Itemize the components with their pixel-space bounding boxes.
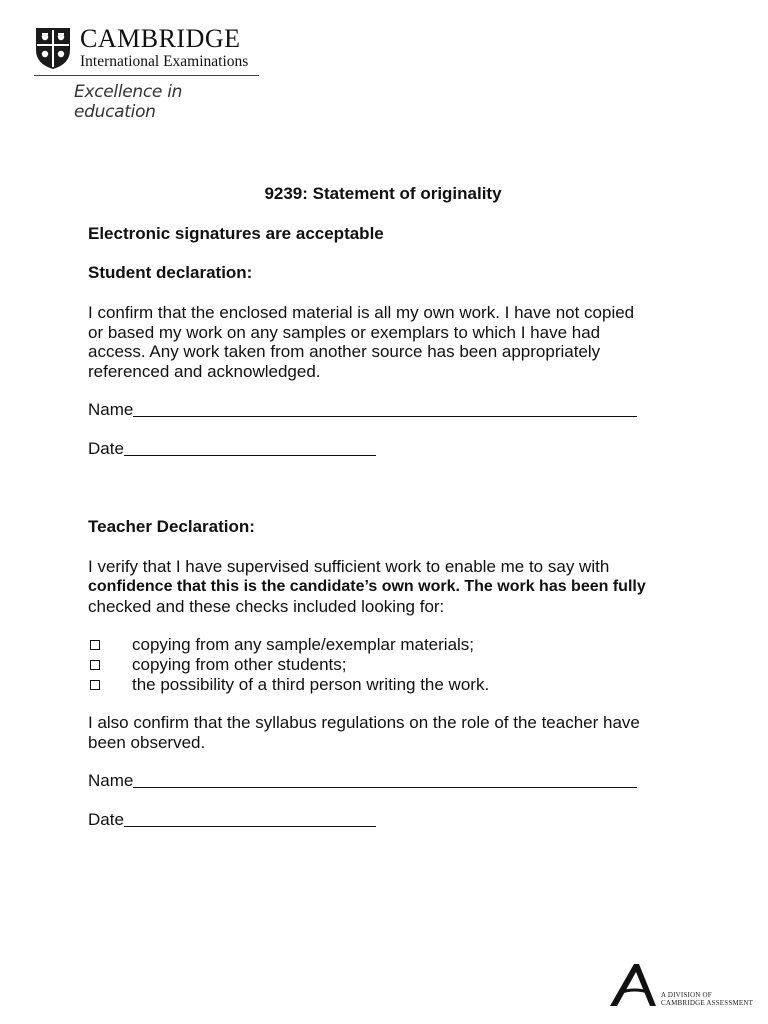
regulation-text-line: been observed. [88,732,206,752]
brand-name: CAMBRIDGE [80,24,241,53]
checklist-label: the possibility of a third person writing the work. [132,675,490,695]
student-name-field[interactable] [88,400,698,420]
checklist-label: copying from any sample/exemplar materials; [132,635,475,655]
division-line: A DIVISION OF [661,991,712,999]
student-name-label: Name [88,400,134,420]
student-text-line: I confirm that the enclosed material is all my own work. I have not copied [88,303,635,322]
checkbox[interactable] [90,640,100,650]
list-item [88,655,698,675]
logo-divider [34,75,259,76]
teacher-name-blank[interactable] [133,771,637,788]
regulation-statement [88,713,698,752]
regulation-text-line: I also confirm that the syllabus regulations on the role of the teacher have [88,713,640,733]
teacher-declaration-heading: Teacher Declaration: [88,517,255,537]
cambridge-logo [34,26,264,122]
checkbox[interactable] [90,680,100,690]
teacher-text-line: I verify that I have supervised sufficient work to enable me to say with [88,557,610,577]
cambridge-shield-icon [34,26,72,70]
teacher-name-field[interactable] [88,771,698,791]
student-declaration-text [88,303,698,381]
teacher-text-line: checked and these checks included looking for: [88,596,445,616]
teacher-date-label: Date [88,810,124,830]
student-date-blank[interactable] [124,439,376,456]
teacher-name-label: Name [88,771,134,791]
student-declaration-heading: Student declaration: [88,263,253,282]
teacher-date-field[interactable] [88,810,698,830]
checkbox[interactable] [90,660,100,670]
student-text-line: or based my work on any samples or exemplars to which I have had [88,322,601,342]
tagline: Excellence in education [74,82,183,122]
list-item [88,675,698,695]
page-title: 9239: Statement of originality [264,184,502,203]
student-date-field[interactable] [88,439,698,459]
teacher-declaration-text [88,557,698,616]
list-item [88,635,698,655]
student-date-label: Date [88,439,124,459]
student-text-line: access. Any work taken from another source has been appropriately [88,342,601,362]
teacher-checklist [88,635,698,695]
division-text [661,991,753,1007]
electronic-signature-note: Electronic signatures are acceptable [88,224,384,243]
student-name-blank[interactable] [133,400,637,417]
division-line: CAMBRIDGE ASSESSMENT [661,999,754,1007]
document-body [88,184,698,830]
student-text-line: referenced and acknowledged. [88,361,321,381]
teacher-date-blank[interactable] [124,810,376,827]
checklist-label: copying from other students; [132,655,347,675]
teacher-text-line: confidence that this is the candidate’s own work. The work has been fully [88,577,646,595]
brand-subtitle: International Examinations [80,53,249,70]
